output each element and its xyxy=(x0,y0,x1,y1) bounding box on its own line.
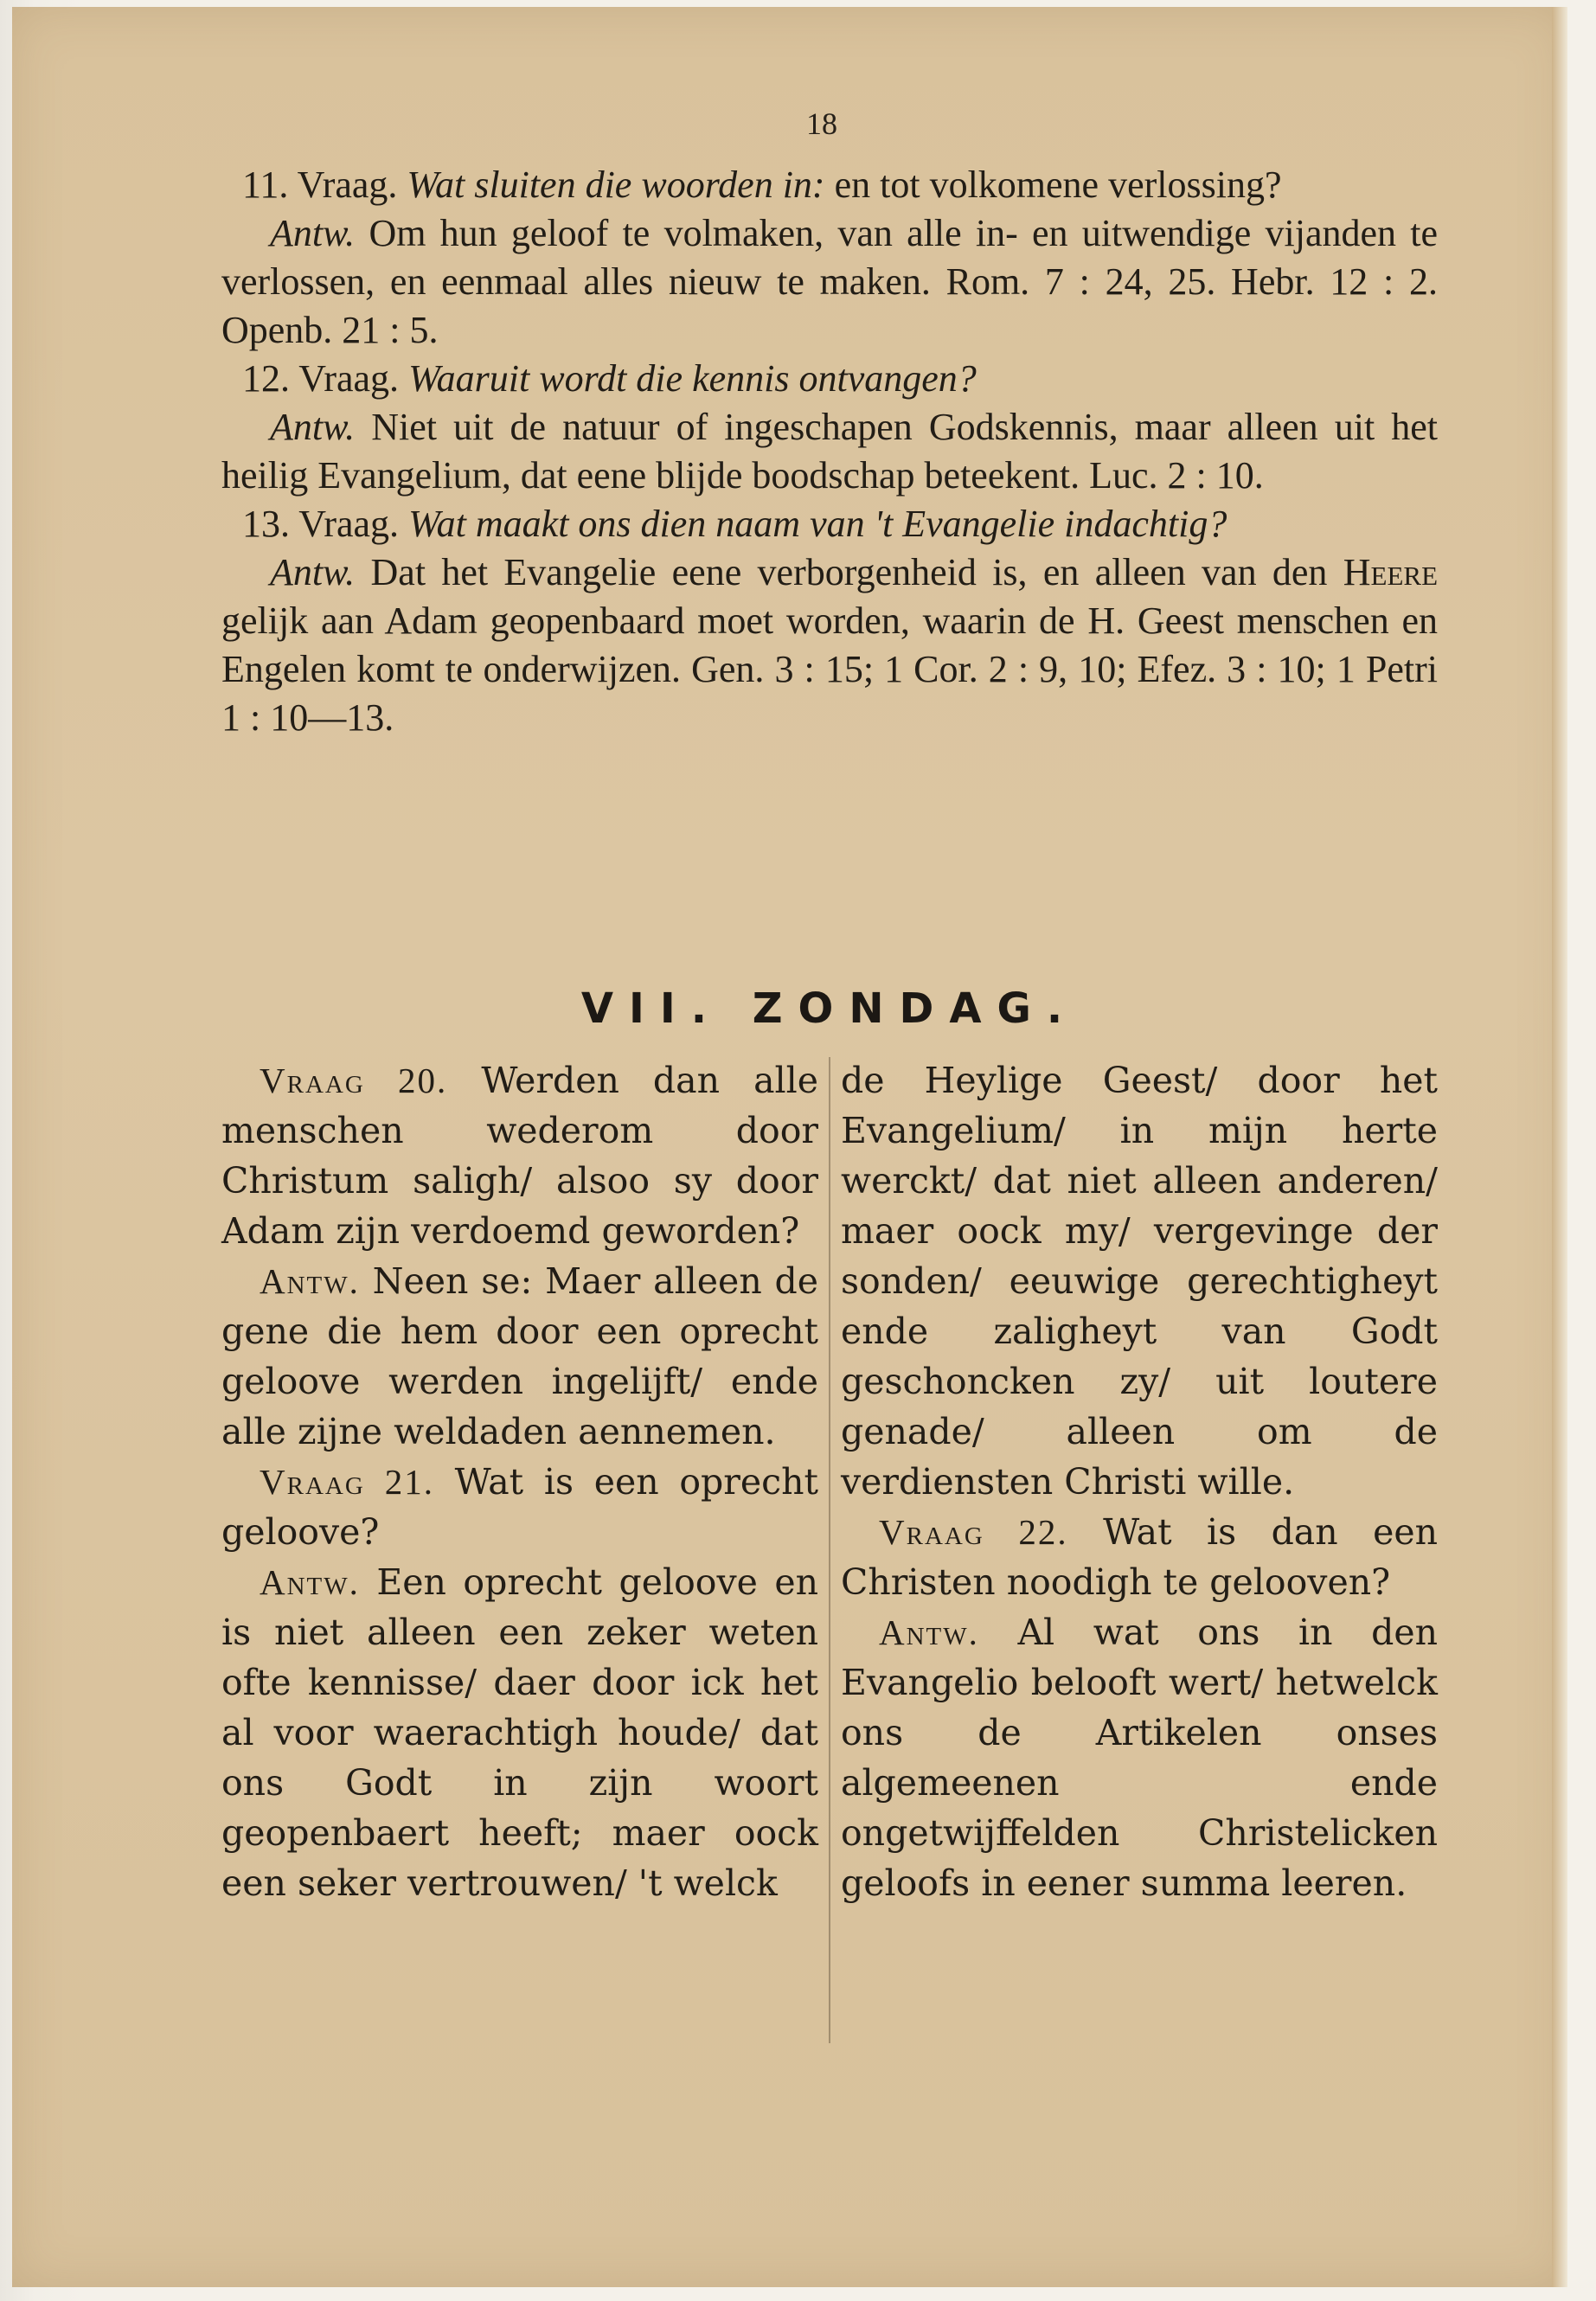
answer-label: Antw. xyxy=(270,551,356,593)
question-text: Waaruit wordt die kennis ontvangen? xyxy=(408,357,977,400)
answer-text: Neen se: Maer alleen de gene die hem door een oprecht geloove werden ingelijft/ ende alle zijne weldaden aennemen. xyxy=(221,1260,818,1452)
question-13 xyxy=(221,500,1438,548)
answer-21-continued: de Heylige Geest/ door het Evangelium/ in mijn herte werckt/ dat niet alleen anderen/ maer oock my/ vergevinge der sonden/ eeuwige gerechtigheyt ende zaligheyt van Godt geschoncken zy/ uit loutere genade/ alleen om de verdiensten Christi wille. xyxy=(841,1060,1438,1503)
question-text: Wat maakt ons dien naam van 't Evangelie indachtig? xyxy=(408,503,1227,545)
question-text: Wat is een oprecht geloove? xyxy=(221,1461,818,1553)
question-label: Vraag 21. xyxy=(260,1462,434,1502)
answer-13 xyxy=(221,548,1438,742)
answer-label: Antw. xyxy=(270,406,356,448)
answer-22 xyxy=(841,1607,1438,1908)
prose-section xyxy=(221,161,1438,742)
question-21 xyxy=(221,1457,818,1557)
answer-text-cont: gelijk aan Adam geopenbaard moet worden, waarin de H. Geest menschen en Engelen komt te onderwijzen. Gen. 3 : 15; 1 Cor. 2 : 9, 10; Efez. 3 : 10; 1 Petri 1 : 10—13. xyxy=(221,599,1438,739)
answer-text: Al wat ons in den Evangelio belooft wert/ hetwelck ons de Artikelen onses algemeenen ende ongetwijffelden Christelicken geloofs in eener summa leeren. xyxy=(841,1612,1438,1904)
question-22 xyxy=(841,1507,1438,1607)
question-text: Werden dan alle menschen wederom door Christum saligh/ alsoo sy door Adam zijn verdoemd geworden? xyxy=(221,1060,818,1252)
section-heading: VII. ZONDAG. xyxy=(580,984,1079,1033)
answer-21 xyxy=(221,1557,818,1908)
answer-label: Antw. xyxy=(260,1562,360,1602)
answer-text: Een oprecht geloove en is niet alleen een zeker weten ofte kennisse/ daer door ick het al voor waerachtigh houde/ dat ons Godt in zijn woort geopenbaert heeft; maer oock een seker vertrouwen/ 't welck xyxy=(221,1561,818,1904)
column-divider xyxy=(829,1057,830,2043)
answer-11 xyxy=(221,209,1438,355)
answer-label: Antw. xyxy=(260,1261,360,1301)
question-label: Vraag 20. xyxy=(260,1061,448,1100)
question-text-tail: en tot volkomene verlossing? xyxy=(834,163,1282,206)
left-column xyxy=(221,1055,818,1908)
question-label: 13. Vraag. xyxy=(242,503,400,545)
answer-label: Antw. xyxy=(879,1612,979,1652)
question-text: Wat sluiten die woorden in: xyxy=(407,163,825,206)
question-12 xyxy=(221,355,1438,403)
answer-text: Dat het Evangelie eene verborgenheid is, en alleen van den xyxy=(370,551,1328,593)
answer-label: Antw. xyxy=(270,212,356,254)
question-label: 11. Vraag. xyxy=(242,163,398,206)
answer-20 xyxy=(221,1256,818,1457)
page-number: 18 xyxy=(806,106,837,141)
answer-text: Niet uit de natuur of ingeschapen Godskennis, maar alleen uit het heilig Evangelium, dat eene blijde boodschap beteekent. Luc. 2 : 10. xyxy=(221,406,1438,497)
answer-text: Om hun geloof te volmaken, van alle in- en uitwendige vijanden te verlossen, en eenmaal alles nieuw te maken. Rom. 7 : 24, 25. Hebr. 12 : 2. Openb. 21 : 5. xyxy=(221,212,1438,351)
page-edge xyxy=(1552,7,1567,2287)
question-20 xyxy=(221,1055,818,1256)
right-column xyxy=(841,1055,1438,1908)
heere-smallcaps: Heere xyxy=(1343,551,1439,593)
question-label: 12. Vraag. xyxy=(242,357,400,400)
question-label: Vraag 22. xyxy=(879,1512,1068,1552)
question-text: Wat is dan een Christen noodigh te gelooven? xyxy=(841,1511,1439,1603)
answer-12 xyxy=(221,403,1438,500)
question-11 xyxy=(221,161,1438,209)
